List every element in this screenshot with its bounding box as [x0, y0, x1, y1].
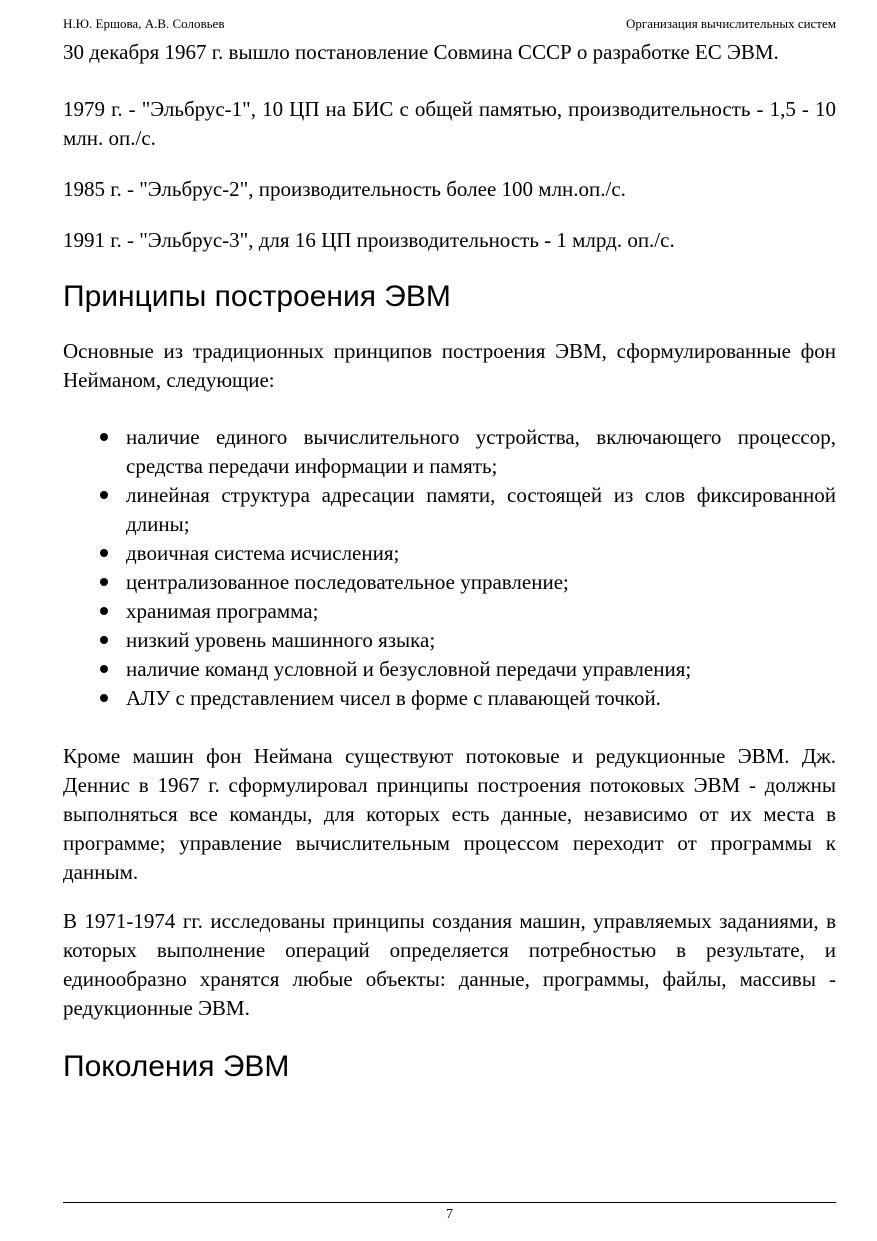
paragraph-elbrus-2: 1985 г. - "Эльбрус-2", производительность более 100 млн.оп./с. — [63, 177, 626, 201]
section-title-generations: Поколения ЭВМ — [63, 1050, 290, 1083]
list-item-text: наличие команд условной и безусловной передачи управления; — [126, 657, 692, 681]
list-item-text: линейная структура адресации памяти, состоящей из слов фиксированной длины; — [126, 483, 836, 536]
paragraph-reduction: В 1971-1974 гг. исследованы принципы создания машин, управляемых заданиями, в которых выполнение операций определяется потребностью в результате, и единообразно хранятся любые объекты: данные, программы, файлы, массивы - редукционные ЭВМ. — [63, 909, 836, 1020]
document-page — [63, 0, 836, 1241]
bullet-icon — [100, 491, 108, 499]
list-item — [63, 539, 836, 568]
page-number: 7 — [446, 1207, 453, 1222]
bullet-icon — [100, 433, 108, 441]
list-item-text: хранимая программа; — [126, 599, 319, 623]
header-authors: Н.Ю. Ершова, А.В. Соловьев — [63, 16, 225, 31]
section-title-principles: Принципы построения ЭВМ — [63, 280, 451, 313]
page-content — [63, 38, 836, 1085]
list-item — [63, 481, 836, 539]
paragraph-elbrus-3: 1991 г. - "Эльбрус-3", для 16 ЦП производительность - 1 млрд. оп./с. — [63, 228, 675, 252]
paragraph-es-evm: 30 декабря 1967 г. вышло постановление Совмина СССР о разработке ЕС ЭВМ. — [63, 40, 779, 64]
paragraph-elbrus-1: 1979 г. - "Эльбрус-1", 10 ЦП на БИС с общей памятью, производительность - 1,5 - 10 млн. оп./с. — [63, 97, 836, 150]
list-item — [63, 423, 836, 481]
list-item-text: низкий уровень машинного языка; — [126, 628, 436, 652]
paragraph-principles-intro: Основные из традиционных принципов построения ЭВМ, сформулированные фон Нейманом, следующие: — [63, 339, 836, 392]
list-item-text: наличие единого вычислительного устройства, включающего процессор, средства передачи информации и память; — [126, 425, 836, 478]
bullet-icon — [100, 549, 108, 557]
list-item — [63, 655, 836, 684]
running-header — [63, 16, 836, 32]
list-item-text: централизованное последовательное управление; — [126, 570, 569, 594]
list-item — [63, 626, 836, 655]
bullet-icon — [100, 607, 108, 615]
bullet-icon — [100, 636, 108, 644]
bullet-icon — [100, 578, 108, 586]
bullet-icon — [100, 694, 108, 702]
paragraph-dataflow: Кроме машин фон Неймана существуют потоковые и редукционные ЭВМ. Дж. Деннис в 1967 г. сформулировал принципы построения потоковых ЭВМ - должны выполняться все команды, для которых есть данные, независимо от их места в программе; управление вычислительным процессом переходит от программы к данным. — [63, 744, 836, 884]
list-item — [63, 597, 836, 626]
principles-list — [63, 423, 836, 713]
list-item-text: АЛУ с представлением чисел в форме с плавающей точкой. — [126, 686, 661, 710]
list-item-text: двоичная система исчисления; — [126, 541, 400, 565]
bullet-icon — [100, 665, 108, 673]
list-item — [63, 568, 836, 597]
list-item — [63, 684, 836, 713]
footer-divider — [63, 1202, 836, 1203]
header-course-title: Организация вычислительных систем — [625, 16, 836, 31]
